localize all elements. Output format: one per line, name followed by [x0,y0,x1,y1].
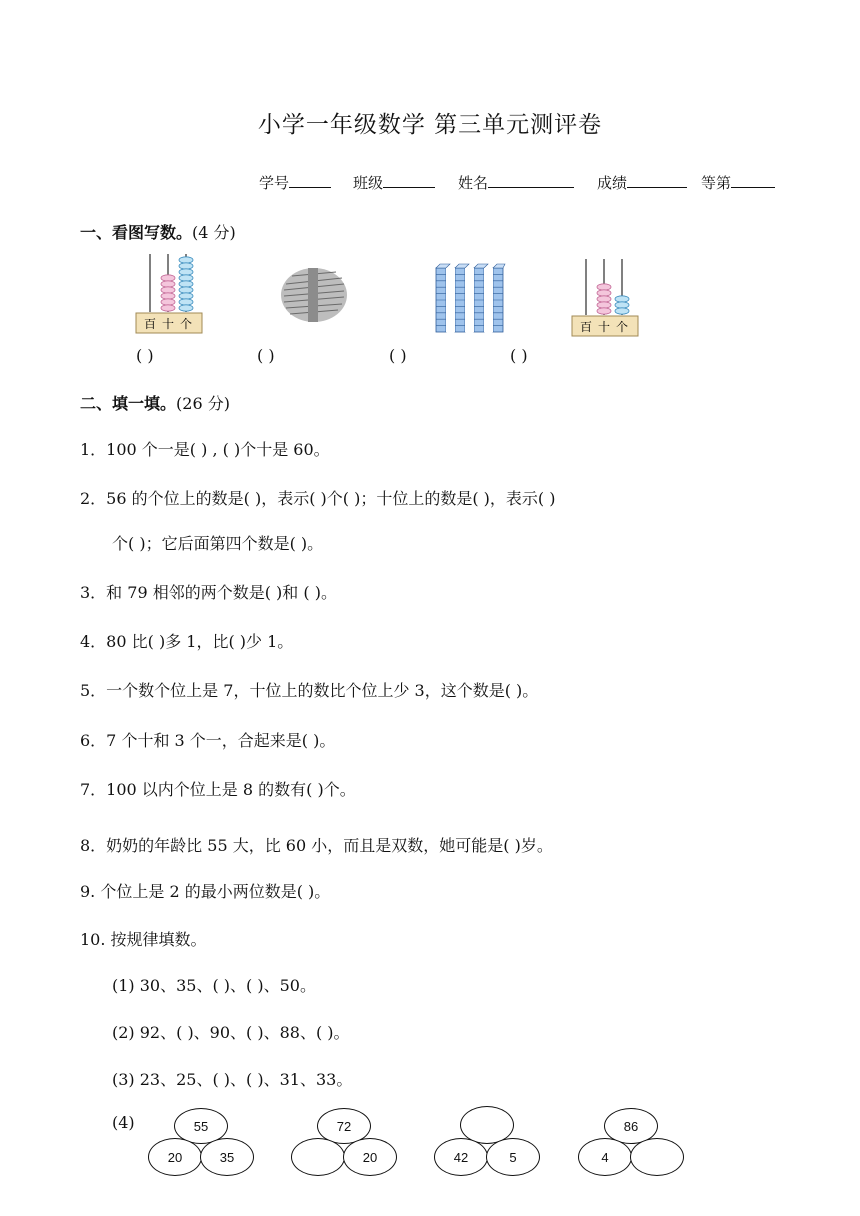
bond1-top: 55 [174,1108,228,1144]
grade-blank[interactable] [731,173,775,188]
bond4-left: 4 [578,1138,632,1176]
bond3-right: 5 [486,1138,540,1176]
name-field[interactable] [458,172,574,193]
abacus1-label-tens: 十 [161,317,175,331]
score-blank[interactable] [627,173,687,188]
question-5: 5．一个数个位上是 7，十位上的数比个位上少 3，这个数是( )。 [80,681,539,700]
question-10: 10. 按规律填数。 [80,930,207,949]
question-10-part-2: (2) 92、( )、90、( )、88、( )。 [112,1023,350,1042]
page-title: 小学一年级数学 第三单元测评卷 [257,112,603,138]
bond2-top: 72 [317,1108,371,1144]
answer-blank-2[interactable]: ( ) [257,346,275,365]
name-blank[interactable] [488,173,574,188]
bond2-left[interactable] [291,1138,345,1176]
class-blank[interactable] [383,173,435,188]
question-3: 3．和 79 相邻的两个数是( )和 ( )。 [80,583,337,602]
ten-rods-image [430,262,506,336]
name-label: 姓名 [458,174,489,192]
question-1: 1．100 个一是( ) , ( )个十是 60。 [80,440,330,459]
stick-bundle-image [278,264,350,326]
abacus2-label-hundreds: 百 [579,320,593,334]
section2-title: 二、填一填。 [80,394,177,413]
student-id-field[interactable] [259,172,331,193]
question-4: 4．80 比( )多 1，比( )少 1。 [80,632,294,651]
student-id-blank[interactable] [289,173,331,188]
score-label: 成绩 [597,174,628,192]
bond1-right: 35 [200,1138,254,1176]
question-9: 9. 个位上是 2 的最小两位数是( )。 [80,882,331,901]
question-6: 6．7 个十和 3 个一，合起来是( )。 [80,731,336,750]
question-10-part-4-label: (4) [112,1113,135,1132]
score-field[interactable] [597,172,687,193]
section2-points: (26 分) [176,394,230,413]
abacus2-label-tens: 十 [597,320,611,334]
bond4-right[interactable] [630,1138,684,1176]
bond2-right: 20 [343,1138,397,1176]
abacus-image-2 [566,255,642,341]
abacus2-label-ones: 个 [615,320,629,334]
class-field[interactable] [353,172,435,193]
abacus1-label-ones: 个 [179,317,193,331]
bond1-left: 20 [148,1138,202,1176]
answer-blank-4[interactable]: ( ) [510,346,528,365]
question-10-part-1: (1) 30、35、( )、( )、50。 [112,976,316,995]
answer-blank-3[interactable]: ( ) [389,346,407,365]
section1-heading [80,220,236,243]
bond4-top: 86 [604,1108,658,1144]
abacus-image-1 [130,250,206,338]
question-8: 8．奶奶的年龄比 55 大，比 60 小，而且是双数，她可能是( )岁。 [80,836,553,855]
question-10-part-3: (3) 23、25、( )、( )、31、33。 [112,1070,353,1089]
class-label: 班级 [353,174,384,192]
grade-field[interactable] [701,172,775,193]
answer-blank-1[interactable]: ( ) [136,346,154,365]
section1-points: (4 分) [192,223,236,242]
question-2-continued: 个( )；它后面第四个数是( )。 [112,534,324,553]
bond3-left: 42 [434,1138,488,1176]
section2-heading [80,391,230,414]
question-2: 2．56 的个位上的数是( )，表示( )个( )；十位上的数是( )，表示( ) [80,489,556,508]
section1-title: 一、看图写数。 [80,223,193,242]
question-7: 7．100 以内个位上是 8 的数有( )个。 [80,780,356,799]
grade-label: 等第 [701,174,732,192]
student-id-label: 学号 [259,174,290,192]
abacus1-label-hundreds: 百 [143,317,157,331]
